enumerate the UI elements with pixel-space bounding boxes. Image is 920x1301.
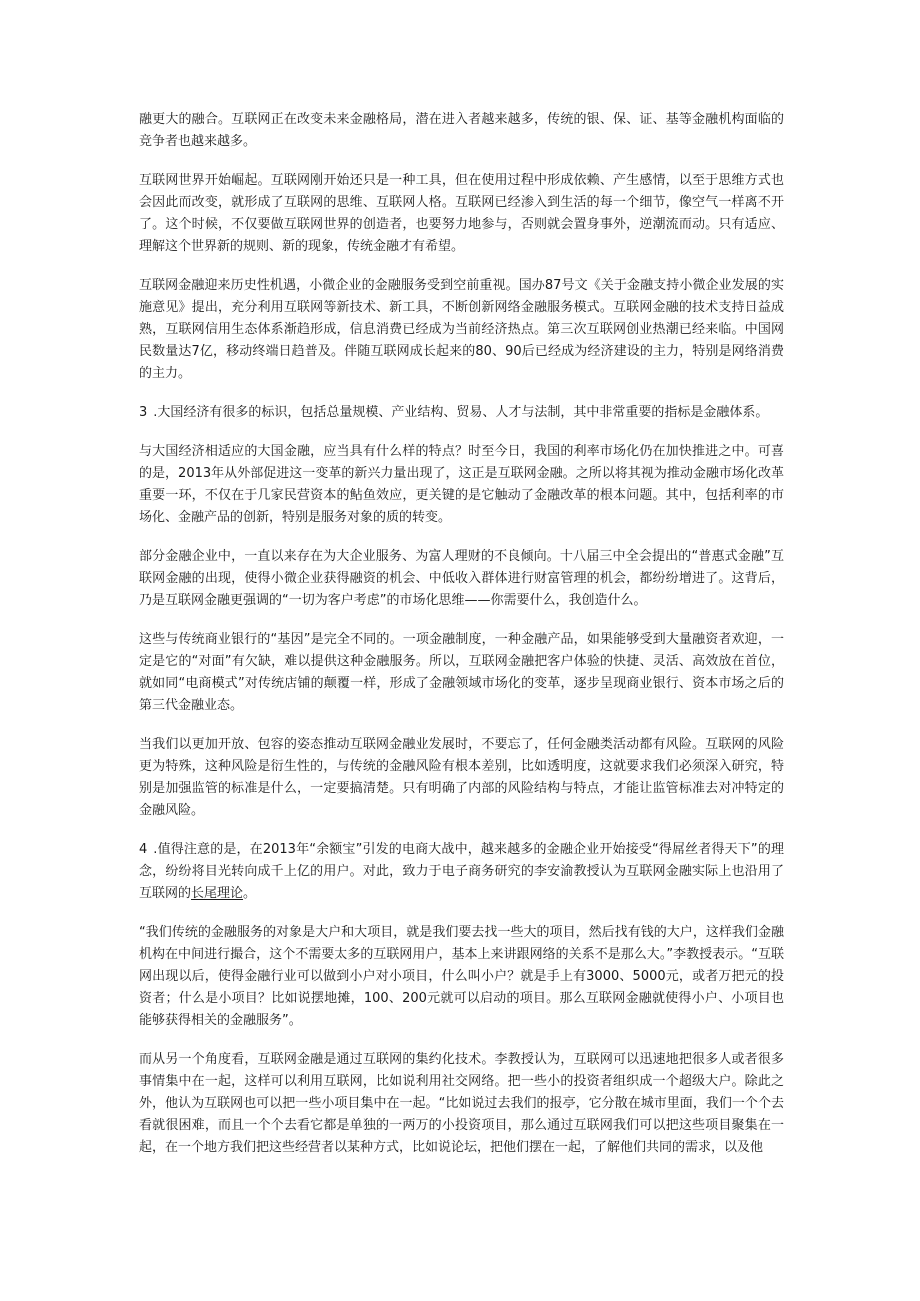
paragraph-bank-genes	[139, 629, 784, 717]
paragraph-point-4	[139, 839, 784, 905]
paragraph-text: 部分金融企业中，一直以来存在为大企业服务、为富人理财的不良倾向。十八届三中全会提出的“普惠式金融”互联网金融的出现，使得小微企业获得融资的机会、中低收入群体进行财富管理的机会，都纷纷增进了。这背后，乃是互联网金融更强调的“一切为客户考虑”的市场化思维——你需要什么，我创造什么。	[139, 549, 784, 608]
paragraph-text: .值得注意的是，在2013年“余额宝”引发的电商大战中，越来越多的金融企业开始接受“得屌丝者得天下”的理念，纷纷将目光转向成千上亿的用户。对此，致力于电子商务研究的李安渝教授认为互联网金融实际上也沿用了互联网的	[139, 842, 784, 901]
paragraph-text: 而从另一个角度看，互联网金融是通过互联网的集约化技术。李教授认为，互联网可以迅速地把很多人或者很多事情集中在一起，这样可以利用互联网，比如说利用社交网络。把一些小的投资者组织成一个超级大户。除此之外，他认为互联网也可以把一些小项目集中在一起。“比如说过去我们的报亭，它分散在城市里面，我们一个个去看就很困难，而且一个个去看它都是单独的一两万的小投资项目，那么通过互联网我们可以把这些项目聚集在一起，在一个地方我们把这些经营者以某种方式，比如说论坛，把他们摆在一起，了解他们共同的需求，以及他	[139, 1052, 784, 1155]
paragraph-financial-fusion	[139, 109, 784, 153]
paragraph-historic-opportunity	[139, 275, 784, 385]
long-tail-theory-link[interactable]: 长尾理论	[191, 886, 244, 901]
paragraph-number: 4	[139, 842, 148, 857]
paragraph-text: 融更大的融合。互联网正在改变未来金融格局，潜在进入者越来越多，传统的银、保、证、基等金融机构面临的竞争者也越来越多。	[139, 112, 784, 149]
paragraph-inclusive-finance	[139, 546, 784, 612]
paragraph-text: “我们传统的金融服务的对象是大户和大项目，就是我们要去找一些大的项目，然后找有钱的大户，这样我们金融机构在中间进行撮合，这个不需要太多的互联网用户，基本上来讲跟网络的关系不是那么大。”李教授表示。“互联网出现以后，使得金融行业可以做到小户对小项目，什么叫小户？就是手上有3000、5000元，或者万把元的投资者；什么是小项目？比如说摆地摊，100、200元就可以启动的项目。那么互联网金融就使得小户、小项目也能够获得相关的金融服务”。	[139, 925, 784, 1028]
article-body	[139, 109, 784, 1176]
paragraph-text: 互联网世界开始崛起。互联网刚开始还只是一种工具，但在使用过程中形成依赖、产生感情，以至于思维方式也会因此而改变，就形成了互联网的思维、互联网人格。互联网已经渗入到生活的每一个细节，像空气一样离不开了。这个时候，不仅要做互联网世界的创造者，也要努力地参与，否则就会置身事外，逆潮流而动。只有适应、理解这个世界新的规则、新的现象，传统金融才有希望。	[139, 173, 784, 254]
paragraph-aggregation	[139, 1049, 784, 1159]
paragraph-text: 。	[243, 886, 257, 901]
paragraph-text: 与大国经济相适应的大国金融，应当具有什么样的特点？时至今日，我国的利率市场化仍在加快推进之中。可喜的是，2013年从外部促进这一变革的新兴力量出现了，这正是互联网金融。之所以将其视为推动金融市场化改革重要一环，不仅在于几家民营资本的鲇鱼效应，更关键的是它触动了金融改革的根本问题。其中，包括利率的市场化、金融产品的创新，特别是服务对象的质的转变。	[139, 444, 784, 525]
paragraph-point-3	[139, 402, 784, 424]
paragraph-internet-world	[139, 170, 784, 258]
paragraph-great-power-finance	[139, 441, 784, 529]
paragraph-text: 互联网金融迎来历史性机遇，小微企业的金融服务受到空前重视。国办87号文《关于金融支持小微企业发展的实施意见》提出，充分利用互联网等新技术、新工具，不断创新网络金融服务模式。互联网金融的技术支持日益成熟，互联网信用生态体系渐趋形成，信息消费已经成为当前经济热点。第三次互联网创业热潮已经来临。中国网民数量达7亿，移动终端日趋普及。伴随互联网成长起来的80、90后已经成为经济建设的主力，特别是网络消费的主力。	[139, 278, 784, 381]
paragraph-text: 当我们以更加开放、包容的姿态推动互联网金融业发展时，不要忘了，任何金融类活动都有风险。互联网的风险更为特殊，这种风险是衍生性的，与传统的金融风险有根本差别，比如透明度，这就要求我们必须深入研究，特别是加强监管的标准是什么，一定要搞清楚。只有明确了内部的风险结构与特点，才能让监管标准去对冲特定的金融风险。	[139, 737, 784, 818]
paragraph-risk	[139, 734, 784, 822]
paragraph-number: 3	[139, 405, 148, 420]
paragraph-text: 这些与传统商业银行的“基因”是完全不同的。一项金融制度，一种金融产品，如果能够受到大量融资者欢迎，一定是它的“对面”有欠缺，难以提供这种金融服务。所以，互联网金融把客户体验的快捷、灵活、高效放在首位，就如同“电商模式”对传统店铺的颠覆一样，形成了金融领域市场化的变革，逐步呈现商业银行、资本市场之后的第三代金融业态。	[139, 632, 784, 713]
paragraph-quote-small-clients	[139, 922, 784, 1032]
paragraph-text: .大国经济有很多的标识，包括总量规模、产业结构、贸易、人才与法制，其中非常重要的指标是金融体系。	[153, 405, 769, 420]
